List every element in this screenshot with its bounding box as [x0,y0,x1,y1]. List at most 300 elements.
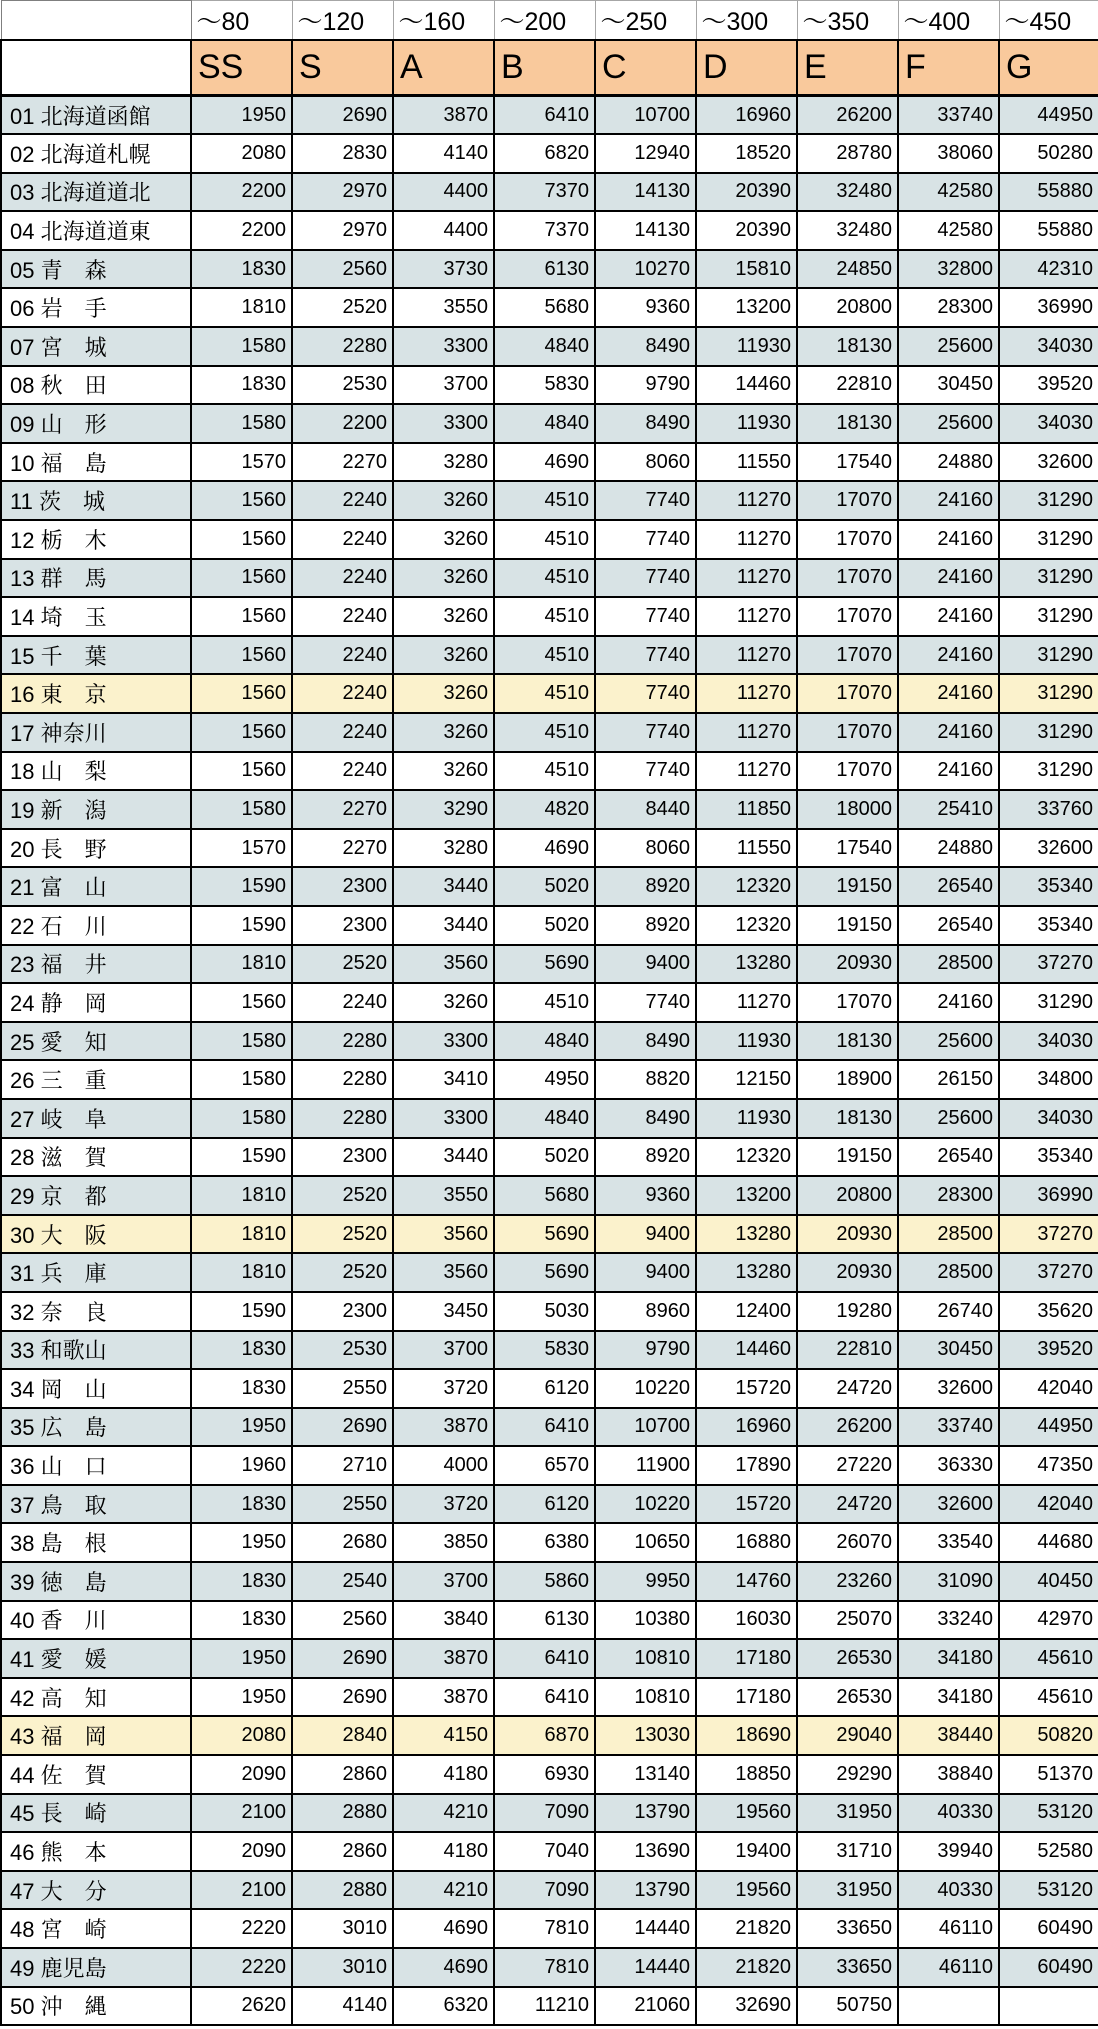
prefecture-cell: 05 青 森 [1,250,191,289]
table-row [1,1408,1098,1447]
rate-cell: 8920 [595,867,696,906]
rate-cell: 2860 [292,1832,393,1871]
rate-cell: 1810 [191,1253,292,1292]
rate-cell: 2100 [191,1794,292,1833]
prefecture-cell: 12 栃 木 [1,520,191,559]
rate-cell: 7740 [595,597,696,636]
size-header-cell: ～120 [292,1,393,40]
rate-cell: 37270 [999,1215,1098,1254]
table-row [1,674,1098,713]
rate-cell: 17180 [696,1639,797,1678]
rate-cell: 3870 [393,1408,494,1447]
prefecture-cell: 31 兵 庫 [1,1253,191,1292]
prefecture-cell: 40 香 川 [1,1601,191,1640]
prefecture-cell: 19 新 潟 [1,790,191,829]
rate-cell: 3260 [393,559,494,598]
rate-cell: 17070 [797,520,898,559]
rate-cell: 11270 [696,559,797,598]
rate-cell: 35340 [999,867,1098,906]
rate-cell: 4510 [494,983,595,1022]
size-header-cell: ～80 [191,1,292,40]
rate-cell: 3560 [393,1253,494,1292]
rate-cell: 3440 [393,906,494,945]
rate-cell: 7090 [494,1871,595,1910]
rate-cell: 1810 [191,945,292,984]
rate-cell: 27220 [797,1446,898,1485]
rate-cell: 42970 [999,1601,1098,1640]
rate-cell: 2970 [292,211,393,250]
rate-cell: 31950 [797,1794,898,1833]
rate-cell: 40450 [999,1562,1098,1601]
rate-cell: 1560 [191,752,292,791]
rate-cell: 3300 [393,404,494,443]
rate-cell: 1950 [191,1408,292,1447]
rate-cell: 2280 [292,327,393,366]
rate-cell: 2530 [292,1331,393,1370]
rate-cell: 32690 [696,1987,797,2026]
rate-cell: 2100 [191,1871,292,1910]
rate-cell: 14440 [595,1909,696,1948]
table-row [1,1523,1098,1562]
rate-cell: 8490 [595,1099,696,1138]
rate-cell: 13200 [696,1176,797,1215]
rate-cell: 2080 [191,134,292,173]
rate-cell: 12320 [696,867,797,906]
rate-cell: 1580 [191,1022,292,1061]
rate-cell: 2680 [292,1523,393,1562]
rate-cell: 44680 [999,1523,1098,1562]
table-row [1,288,1098,327]
rate-cell: 3870 [393,1639,494,1678]
rate-cell: 24880 [898,443,999,482]
rate-cell: 18000 [797,790,898,829]
rate-cell: 2240 [292,559,393,598]
rate-cell: 1830 [191,366,292,405]
prefecture-cell: 29 京 都 [1,1176,191,1215]
rate-cell: 5830 [494,1331,595,1370]
rate-cell: 40330 [898,1871,999,1910]
rate-cell: 5020 [494,867,595,906]
rate-cell: 1580 [191,327,292,366]
rate-cell: 10810 [595,1678,696,1717]
rate-cell: 3550 [393,288,494,327]
rate-cell: 1570 [191,443,292,482]
rate-cell: 2520 [292,1253,393,1292]
rate-cell: 26540 [898,867,999,906]
rate-cell: 9790 [595,1331,696,1370]
rate-cell: 2240 [292,674,393,713]
rate-cell: 11930 [696,327,797,366]
table-row [1,1794,1098,1833]
rate-cell: 31290 [999,983,1098,1022]
rate-cell: 10650 [595,1523,696,1562]
rate-cell: 44950 [999,1408,1098,1447]
rate-cell: 60490 [999,1948,1098,1987]
rate-cell: 26530 [797,1678,898,1717]
rate-cell: 3260 [393,983,494,1022]
rate-cell: 20800 [797,1176,898,1215]
rate-cell: 46110 [898,1948,999,1987]
rate-cell: 26200 [797,1408,898,1447]
rate-cell: 30450 [898,1331,999,1370]
rate-cell: 13140 [595,1755,696,1794]
class-header-cell: C [595,40,696,96]
rate-cell: 3280 [393,829,494,868]
rate-cell: 32800 [898,250,999,289]
rate-cell: 42580 [898,173,999,212]
rate-cell: 52580 [999,1832,1098,1871]
rate-cell: 4840 [494,1099,595,1138]
rate-cell: 33740 [898,96,999,135]
rate-cell: 2240 [292,481,393,520]
rate-cell: 1580 [191,404,292,443]
table-row [1,1562,1098,1601]
rate-cell: 2710 [292,1446,393,1485]
rate-cell: 11270 [696,481,797,520]
rate-cell: 4140 [292,1987,393,2026]
class-header-cell: SS [191,40,292,96]
rate-cell: 13790 [595,1871,696,1910]
size-header-cell: ～400 [898,1,999,40]
rate-cell: 2520 [292,945,393,984]
class-header-cell: E [797,40,898,96]
rate-cell: 33740 [898,1408,999,1447]
rate-cell: 20800 [797,288,898,327]
rate-cell: 4690 [393,1948,494,1987]
rate-cell: 3720 [393,1369,494,1408]
rate-cell: 1830 [191,1601,292,1640]
rate-cell: 1560 [191,481,292,520]
rate-cell: 7740 [595,983,696,1022]
prefecture-cell: 09 山 形 [1,404,191,443]
rate-cell: 4820 [494,790,595,829]
rate-cell: 3700 [393,366,494,405]
rate-cell: 14440 [595,1948,696,1987]
rate-cell: 2240 [292,636,393,675]
class-header-cell: G [999,40,1098,96]
rate-cell: 1810 [191,1176,292,1215]
rate-cell: 4510 [494,752,595,791]
rate-cell: 28500 [898,1215,999,1254]
rate-cell: 2090 [191,1755,292,1794]
table-row [1,211,1098,250]
rate-cell: 24160 [898,559,999,598]
rate-cell: 5020 [494,906,595,945]
rate-cell: 38060 [898,134,999,173]
table-row [1,1987,1098,2026]
rate-cell: 11930 [696,1022,797,1061]
rate-cell: 39520 [999,366,1098,405]
rate-cell: 6130 [494,250,595,289]
rate-cell: 4840 [494,327,595,366]
prefecture-cell: 04 北海道道東 [1,211,191,250]
rate-cell: 12400 [696,1292,797,1331]
rate-cell: 3260 [393,520,494,559]
rate-cell: 2880 [292,1794,393,1833]
rate-cell: 2830 [292,134,393,173]
prefecture-cell: 33 和歌山 [1,1331,191,1370]
rate-cell: 1950 [191,96,292,135]
prefecture-cell: 48 宮 崎 [1,1909,191,1948]
rate-cell: 13030 [595,1716,696,1755]
rate-cell: 34030 [999,1099,1098,1138]
rate-cell: 3450 [393,1292,494,1331]
rate-cell: 3850 [393,1523,494,1562]
rate-cell: 15810 [696,250,797,289]
rate-cell: 24850 [797,250,898,289]
rate-cell: 2220 [191,1948,292,1987]
rate-cell: 45610 [999,1678,1098,1717]
rate-cell: 2520 [292,288,393,327]
rate-cell: 24720 [797,1485,898,1524]
rate-cell: 2550 [292,1485,393,1524]
prefecture-cell: 27 岐 阜 [1,1099,191,1138]
prefecture-cell: 36 山 口 [1,1446,191,1485]
table-row [1,366,1098,405]
rate-cell: 38440 [898,1716,999,1755]
rate-cell: 10810 [595,1639,696,1678]
rate-cell: 2240 [292,520,393,559]
rate-cell: 1810 [191,1215,292,1254]
rate-cell: 8060 [595,829,696,868]
class-header-cell: A [393,40,494,96]
prefecture-cell: 30 大 阪 [1,1215,191,1254]
rate-cell: 2690 [292,96,393,135]
rate-cell: 1560 [191,520,292,559]
size-header-cell: ～350 [797,1,898,40]
rate-cell: 7370 [494,211,595,250]
rate-cell: 5020 [494,1138,595,1177]
rate-cell: 8920 [595,906,696,945]
rate-cell: 4690 [393,1909,494,1948]
rate-cell: 2090 [191,1832,292,1871]
table-row [1,481,1098,520]
rate-cell: 17070 [797,983,898,1022]
table-row [1,1253,1098,1292]
rate-cell: 13200 [696,288,797,327]
rate-cell: 4840 [494,404,595,443]
rate-cell: 35620 [999,1292,1098,1331]
rate-cell: 3560 [393,945,494,984]
rate-cell: 33650 [797,1909,898,1948]
rate-cell: 1560 [191,983,292,1022]
rate-cell: 36990 [999,288,1098,327]
rate-cell: 4690 [494,829,595,868]
rate-cell: 2520 [292,1176,393,1215]
rate-cell: 3260 [393,713,494,752]
rate-cell: 7740 [595,520,696,559]
rate-cell: 3840 [393,1601,494,1640]
rate-cell: 37270 [999,945,1098,984]
size-header-cell: ～200 [494,1,595,40]
rate-cell: 1570 [191,829,292,868]
rate-cell: 45610 [999,1639,1098,1678]
table-row [1,1369,1098,1408]
rate-cell: 42310 [999,250,1098,289]
rate-cell: 51370 [999,1755,1098,1794]
rate-cell: 10220 [595,1485,696,1524]
rate-cell: 53120 [999,1794,1098,1833]
rate-cell: 1560 [191,559,292,598]
prefecture-cell: 49 鹿児島 [1,1948,191,1987]
rate-cell: 6820 [494,134,595,173]
table-row [1,443,1098,482]
rate-cell: 7740 [595,481,696,520]
rate-cell: 40330 [898,1794,999,1833]
rate-cell: 16880 [696,1523,797,1562]
rate-cell: 28500 [898,945,999,984]
rate-cell: 6380 [494,1523,595,1562]
rate-cell: 5690 [494,945,595,984]
rate-cell: 18130 [797,1099,898,1138]
table-row [1,1948,1098,1987]
rate-cell: 18850 [696,1755,797,1794]
rate-cell: 19150 [797,867,898,906]
rate-cell: 28780 [797,134,898,173]
rate-cell: 26070 [797,1523,898,1562]
rate-cell: 1560 [191,597,292,636]
rate-cell: 4000 [393,1446,494,1485]
prefecture-cell: 20 長 野 [1,829,191,868]
rate-cell: 2200 [191,173,292,212]
rate-cell: 3730 [393,250,494,289]
rate-cell: 16030 [696,1601,797,1640]
rate-cell: 44950 [999,96,1098,135]
rate-cell: 12320 [696,906,797,945]
rate-cell: 8490 [595,327,696,366]
rate-cell: 2690 [292,1678,393,1717]
rate-cell [898,1987,999,2026]
rate-cell: 55880 [999,211,1098,250]
table-row [1,829,1098,868]
prefecture-cell: 14 埼 玉 [1,597,191,636]
prefecture-cell: 08 秋 田 [1,366,191,405]
rate-cell: 9400 [595,1215,696,1254]
rate-cell: 6120 [494,1485,595,1524]
rate-cell: 21820 [696,1948,797,1987]
rate-cell: 1830 [191,250,292,289]
rate-cell: 46110 [898,1909,999,1948]
rate-cell: 3300 [393,1099,494,1138]
rate-cell: 31710 [797,1832,898,1871]
rate-cell: 25410 [898,790,999,829]
rate-cell: 7810 [494,1948,595,1987]
table-row [1,1099,1098,1138]
table-row [1,327,1098,366]
table-row [1,1678,1098,1717]
rate-cell: 6930 [494,1755,595,1794]
rate-cell: 24160 [898,481,999,520]
rate-cell: 32600 [999,443,1098,482]
rate-cell: 2300 [292,906,393,945]
prefecture-cell: 39 徳 島 [1,1562,191,1601]
rate-cell: 8490 [595,404,696,443]
rate-table-body [1,96,1098,2026]
rate-cell: 4140 [393,134,494,173]
rate-cell: 21060 [595,1987,696,2026]
table-row [1,404,1098,443]
rate-cell: 2240 [292,713,393,752]
rate-cell: 17890 [696,1446,797,1485]
rate-cell: 2690 [292,1639,393,1678]
rate-cell: 2220 [191,1909,292,1948]
rate-cell: 24160 [898,520,999,559]
rate-cell: 13790 [595,1794,696,1833]
rate-cell: 7740 [595,752,696,791]
rate-cell: 5690 [494,1215,595,1254]
rate-cell: 13280 [696,1253,797,1292]
rate-cell: 2560 [292,1601,393,1640]
table-row [1,96,1098,135]
rate-cell: 4180 [393,1832,494,1871]
rate-cell: 35340 [999,1138,1098,1177]
rate-cell: 11270 [696,636,797,675]
rate-cell: 2280 [292,1022,393,1061]
rate-cell: 24160 [898,636,999,675]
class-header-row [1,40,1098,96]
rate-cell: 7740 [595,636,696,675]
prefecture-cell: 38 島 根 [1,1523,191,1562]
rate-cell: 9360 [595,1176,696,1215]
table-row [1,1446,1098,1485]
rate-cell: 55880 [999,173,1098,212]
class-header-cell: F [898,40,999,96]
rate-cell: 1560 [191,636,292,675]
rate-cell: 2550 [292,1369,393,1408]
rate-cell: 2300 [292,1138,393,1177]
rate-cell: 1960 [191,1446,292,1485]
rate-cell: 2240 [292,752,393,791]
rate-cell: 4690 [494,443,595,482]
rate-cell: 11930 [696,1099,797,1138]
table-row [1,250,1098,289]
rate-cell: 31290 [999,674,1098,713]
rate-cell: 6570 [494,1446,595,1485]
rate-cell: 3700 [393,1562,494,1601]
table-row [1,790,1098,829]
rate-cell: 1590 [191,867,292,906]
rate-cell: 18130 [797,1022,898,1061]
rate-cell: 31950 [797,1871,898,1910]
rate-cell: 6410 [494,1678,595,1717]
table-row [1,1138,1098,1177]
rate-cell: 11550 [696,443,797,482]
rate-cell: 11270 [696,674,797,713]
rate-cell: 14760 [696,1562,797,1601]
rate-cell: 11930 [696,404,797,443]
rate-cell: 4150 [393,1716,494,1755]
class-header-cell: S [292,40,393,96]
rate-cell: 5030 [494,1292,595,1331]
table-row [1,134,1098,173]
rate-cell: 4510 [494,674,595,713]
rate-cell: 5860 [494,1562,595,1601]
rate-cell: 19400 [696,1832,797,1871]
rate-cell: 18520 [696,134,797,173]
rate-cell: 4400 [393,211,494,250]
rate-cell: 15720 [696,1485,797,1524]
rate-cell: 34030 [999,1022,1098,1061]
rate-cell: 20930 [797,1215,898,1254]
rate-cell: 4400 [393,173,494,212]
rate-cell: 1590 [191,1292,292,1331]
rate-cell: 42040 [999,1369,1098,1408]
rate-cell: 17070 [797,752,898,791]
rate-cell: 1560 [191,674,292,713]
rate-cell: 1580 [191,790,292,829]
rate-cell: 19560 [696,1871,797,1910]
rate-cell: 26740 [898,1292,999,1331]
